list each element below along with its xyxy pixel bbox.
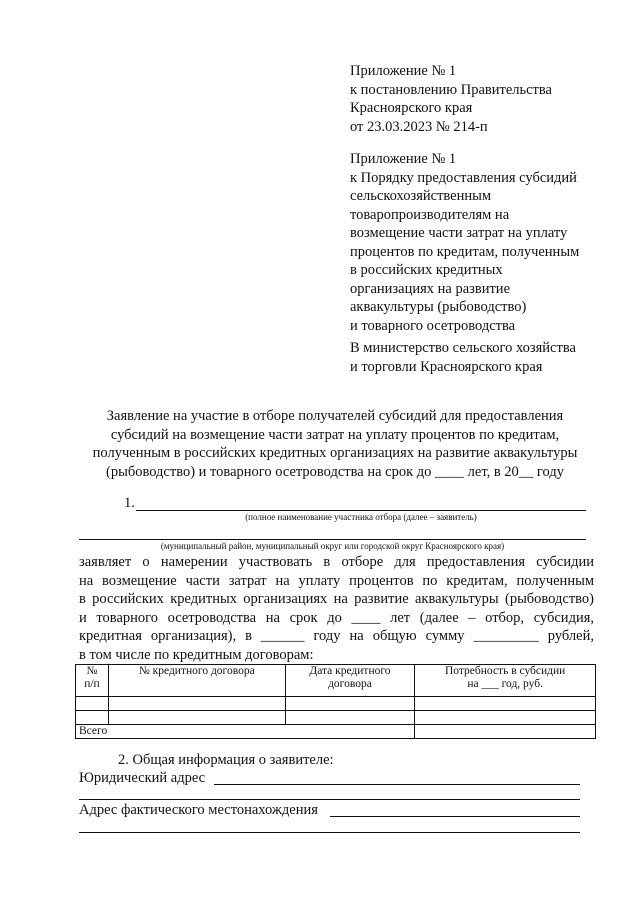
declaration-line: кредитная организация), в ______ году на общую сумму _________ рублей, <box>79 628 594 644</box>
total-label: Всего <box>76 725 415 739</box>
addressee-line: В министерство сельского хозяйства <box>350 340 576 356</box>
table-cell[interactable] <box>415 711 596 725</box>
col-number-label: п/п <box>84 678 100 690</box>
table-cell[interactable] <box>108 697 285 711</box>
table-cell[interactable] <box>285 697 415 711</box>
district-caption: (муниципальный район, муниципальный округ или городской округ Красноярского края) <box>160 541 505 551</box>
annex-2-block <box>350 150 579 335</box>
col-contract-header: № кредитного договора <box>108 665 285 697</box>
title-line: (рыбоводство) и товарного осетроводства на срок до ____ лет, в 20__ году <box>106 463 564 480</box>
addressee-block <box>350 339 576 376</box>
annex-1-line: к постановлению Правительства <box>350 81 552 98</box>
col-date-label: договора <box>328 678 372 690</box>
col-need-label: на ___ год, руб. <box>467 678 543 690</box>
actual-address-line[interactable] <box>330 816 580 817</box>
item-1-number: 1. <box>124 495 135 511</box>
title-line: Заявление на участие в отборе получателей субсидий для предоставления <box>106 408 564 424</box>
table-cell[interactable] <box>285 711 415 725</box>
table-cell[interactable] <box>108 711 285 725</box>
declaration-line: и товарного осетроводства на срок до ____ лет (далее – отбор, субсидия, <box>79 609 594 626</box>
col-need-header <box>415 665 596 697</box>
annex-2-line: процентов по кредитам, полученным <box>350 243 580 260</box>
credit-contracts-table <box>75 664 596 739</box>
applicant-name-line[interactable] <box>136 510 586 511</box>
annex-2-line: в российских кредитных <box>350 262 503 278</box>
annex-1-line: Красноярского края <box>350 100 473 116</box>
annex-2-line: к Порядку предоставления субсидий <box>350 169 577 186</box>
legal-address-line[interactable] <box>214 784 580 785</box>
table-row <box>76 697 596 711</box>
annex-2-line: аквакультуры (рыбоводство) <box>350 299 527 315</box>
annex-2-line: сельскохозяйственным <box>350 188 492 204</box>
actual-address-label: Адрес фактического местонахождения <box>79 802 318 818</box>
declaration-line: заявляет о намерении участвовать в отборе для предоставления субсидии <box>79 554 594 570</box>
section-2-title: 2. Общая информация о заявителе: <box>118 752 334 768</box>
table-cell[interactable] <box>415 697 596 711</box>
col-number-label: № <box>86 665 98 677</box>
legal-address-line-2[interactable] <box>79 799 580 800</box>
annex-1-line: от 23.03.2023 № 214-п <box>350 118 488 135</box>
declaration-paragraph <box>79 553 594 664</box>
document-title <box>70 407 600 481</box>
col-number-header <box>76 665 109 697</box>
declaration-line: на возмещение части затрат на уплату процентов по кредитам, полученным <box>79 572 594 589</box>
legal-address-label: Юридический адрес <box>79 770 206 786</box>
col-date-label: Дата кредитного <box>309 665 391 677</box>
addressee-line: и торговли Красноярского края <box>350 358 543 375</box>
annex-2-line: Приложение № 1 <box>350 151 457 167</box>
actual-address-line-2[interactable] <box>79 832 580 833</box>
district-line[interactable] <box>79 539 586 540</box>
declaration-line: в российских кредитных организациях на развитие аквакультуры (рыбоводство) <box>79 591 594 607</box>
annex-1-line: Приложение № 1 <box>350 63 457 79</box>
table-cell[interactable] <box>76 711 109 725</box>
annex-1-block <box>350 62 552 136</box>
total-cell[interactable] <box>415 725 596 739</box>
declaration-line: в том числе по кредитным договорам: <box>79 646 314 663</box>
table-cell[interactable] <box>76 697 109 711</box>
title-line: полученным в российских кредитных организациях на развитие аквакультуры <box>92 445 578 461</box>
table-total-row <box>76 725 596 739</box>
table-row <box>76 711 596 725</box>
title-line: субсидий на возмещение части затрат на уплату процентов по кредитам, <box>110 426 560 443</box>
annex-2-line: и товарного осетроводства <box>350 317 516 334</box>
col-need-label: Потребность в субсидии <box>444 665 566 677</box>
table-header-row <box>76 665 596 697</box>
annex-2-line: возмещение части затрат на уплату <box>350 225 568 241</box>
col-date-header <box>285 665 415 697</box>
annex-2-line: товаропроизводителям на <box>350 206 510 223</box>
annex-2-line: организациях на развитие <box>350 280 511 297</box>
applicant-caption: (полное наименование участника отбора (далее – заявитель) <box>245 512 477 522</box>
